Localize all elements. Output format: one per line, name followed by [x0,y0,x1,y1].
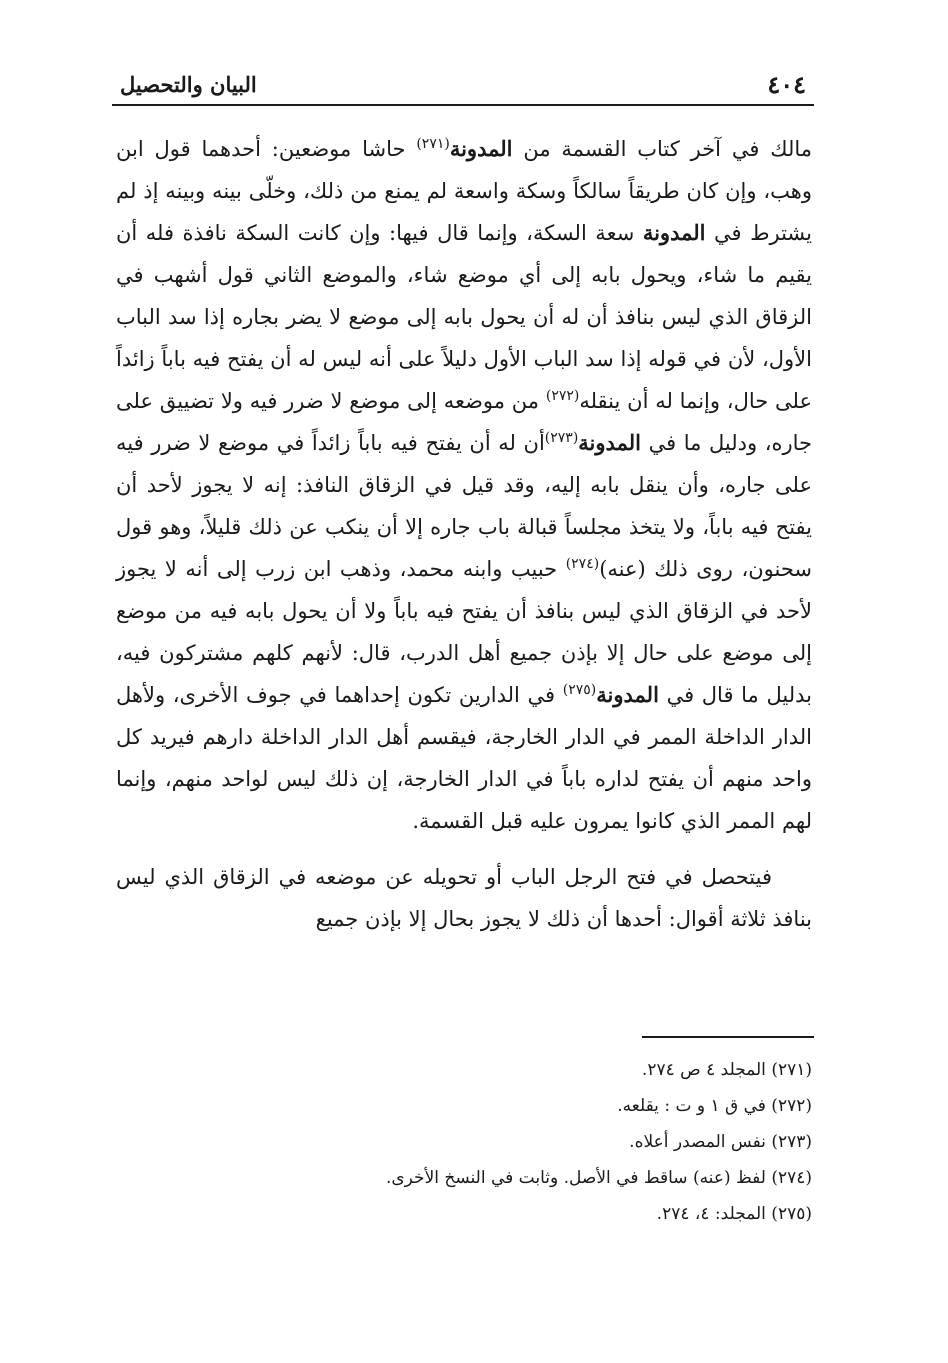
text-run: مالك في آخر كتاب القسمة من [523,137,812,161]
footnote-item: (٢٧٣) نفس المصدر أعلاه. [629,1132,812,1152]
bold-term: المدونة [596,682,659,707]
footnote-ref: (٢٧٤) [565,556,600,572]
footnote-item: (٢٧٤) لفظ (عنه) ساقط في الأصل. وثابت في النسخ الأخرى. [385,1168,812,1188]
footnote-ref: (٢٧٥) [562,682,597,698]
footnote-item: (٢٧٢) في ق ١ و ت : يقلعه. [617,1096,812,1116]
text-run: أن له أن يفتح فيه باباً زائداً في موضع لا ضرر فيه على جاره، وأن ينقل بابه إليه، وقد قيل في الزقاق النافذ: إنه لا يجوز لأحد أن يفتح فيه باباً، ولا يتخذ مجلساً قبالة باب جاره إلا أن ينكب عن ذلك قليلاً، وهو قول سحنون، روى ذلك (عنه) [116,431,812,581]
bold-term: المدونة [642,220,706,245]
footnote-ref: (٢٧١) [416,136,450,152]
text-run: حبيب وابنه محمد، وذهب ابن زرب إلى أنه لا يجوز لأحد في الزقاق الذي ليس بنافذ أن يفتح فيه باباً ولا أن يحول بابه فيه من موضع إلى موضع على حال إلا بإذن جميع أهل الدرب، قال: لأنهم كلهم مشتركون فيه، بدليل ما قال في [116,557,812,707]
text-run: حاشا موضعين: أحدهما قول ابن وهب، وإن كان طريقاً سالكاً وسكة واسعة لم يمنع من ذلك، وخلّى بينه وبينه إذ لم يشترط في [116,137,813,245]
paragraph: فيتحصل في فتح الرجل الباب أو تحويله عن موضعه في الزقاق الذي ليس بنافذ ثلاثة أقوال: أحدها أن ذلك لا يجوز بحال إلا بإذن جميع [116,865,812,931]
page-number: ٤٠٤ [767,70,806,99]
page-header [112,68,814,108]
book-title: البيان والتحصيل [120,72,257,97]
footnote-divider [642,1036,814,1038]
text-run: في الدارين تكون إحداهما في جوف الأخرى، ولأهل الدار الداخلة الممر في الدار الخارجة، فيقسم أهل الدار الداخلة دارهم فيريد كل واحد منهم أن يفتح لداره باباً في الدار الخارجة، إن ذلك ليس لواحد منهم، وإنما لهم الممر الذي كانوا يمرون عليه قبل القسمة. [116,683,812,833]
bold-term: المدونة [578,430,641,455]
footnote-item: (٢٧١) المجلد ٤ ص ٢٧٤. [641,1060,812,1080]
bold-term: المدونة [449,136,513,161]
main-text [116,128,812,940]
text-run: من موضعه إلى موضع لا ضرر فيه ولا تضييق على جاره، ودليل ما في [116,389,812,455]
footnote-item: (٢٧٥) المجلد: ٤، ٢٧٤. [656,1204,812,1224]
text-run: سعة السكة، وإنما قال فيها: وإن كانت السكة نافذة فله أن يقيم ما شاء، ويحول بابه إلى أي موضع شاء، والموضع الثاني قول أشهب في الزقاق الذي ليس بنافذ أن له أن يحول بابه إلى موضع لا يضر بجاره إذا سد الباب الأول، لأن في قوله إذا سد الباب الأول دليلاً على أنه ليس له أن يفتح فيه باباً زائداً على حال، وإنما له أن ينقله [116,221,812,413]
footnote-ref: (٢٧٣) [544,430,579,446]
footnote-ref: (٢٧٢) [545,388,580,404]
paragraph [116,128,812,842]
footnotes [116,1052,812,1232]
header-divider [112,104,814,106]
